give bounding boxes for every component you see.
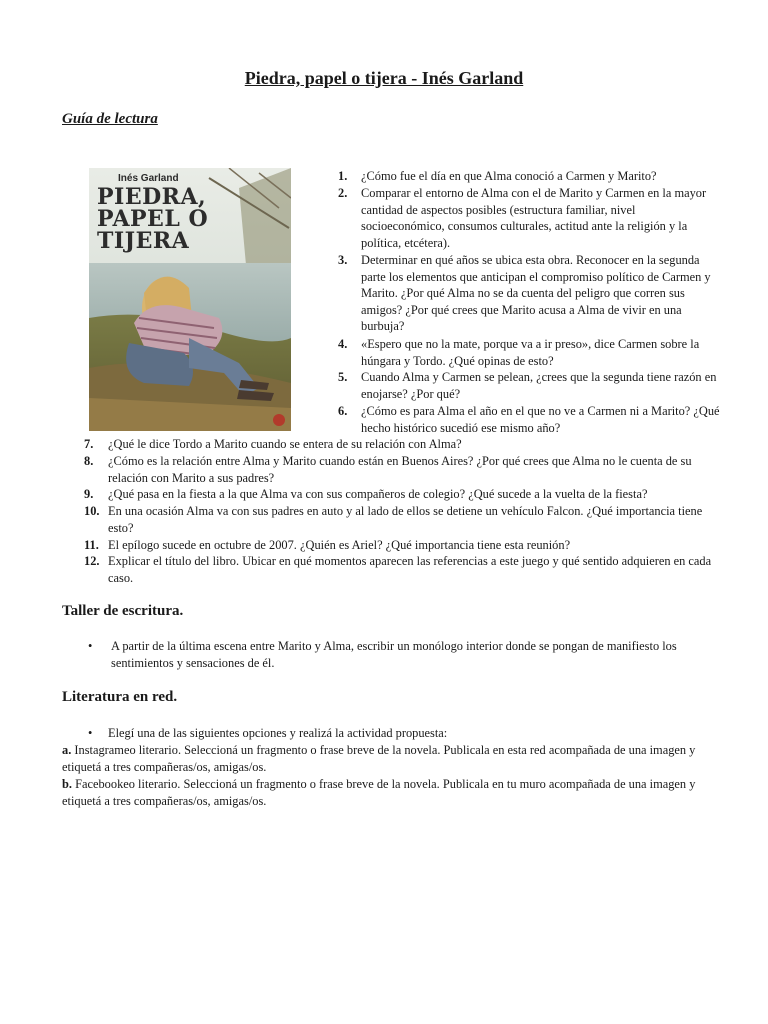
question-text: Comparar el entorno de Alma con el de Marito y Carmen en la mayor cantidad de aspectos posibles (estructura familiar, nivel socioeconómico, consumos culturales, actitud ante la religión y la política, etcétera). [361, 186, 707, 250]
question-number: 12. [84, 554, 100, 568]
book-cover-image [89, 168, 291, 431]
question-text: ¿Cómo fue el día en que Alma conoció a Carmen y Marito? [361, 169, 657, 183]
question-item [338, 403, 722, 436]
question-text: El epílogo sucede en octubre de 2007. ¿Quién es Ariel? ¿Qué importancia tiene esta reunión? [108, 538, 571, 552]
option-b-label: b. [62, 777, 72, 791]
question-text: «Espero que no la mate, porque va a ir preso», dice Carmen sobre la húngara y Tordo. ¿Qué opinas de esto? [361, 337, 700, 368]
cover-title-line: TIJERA [97, 228, 190, 254]
question-text: Explicar el título del libro. Ubicar en qué momentos aparecen las referencias a este juego y qué sentido adquieren en cada caso. [108, 554, 712, 585]
question-number: 9. [84, 487, 94, 501]
section-subtitle: Guía de lectura [62, 111, 158, 127]
cover-title-line: PAPEL O [97, 206, 209, 232]
taller-bullet-item [88, 638, 724, 671]
option-a-label: a. [62, 743, 72, 757]
question-number: 7. [84, 437, 94, 451]
literatura-option-b [62, 776, 722, 809]
literatura-intro: Elegí una de las siguientes opciones y realizá la actividad propuesta: [108, 726, 448, 740]
bullet-icon: • [88, 639, 93, 653]
question-number: 10. [84, 504, 100, 518]
option-b-text: Facebookeo literario. Seleccioná un fragmento o frase breve de la novela. Publicala en tu muro acompañada de una imagen y etiquetá a tres compañeras/os, amigas/os. [62, 777, 696, 808]
taller-text: A partir de la última escena entre Marito y Alma, escribir un monólogo interior donde se pongan de manifiesto los sentimientos y sensaciones de él. [111, 639, 677, 670]
question-text: ¿Cómo es para Alma el año en el que no ve a Carmen ni a Marito? ¿Qué hecho histórico sucedió ese mismo año? [361, 404, 720, 435]
cover-title-line: PIEDRA, [97, 184, 207, 210]
cover-title [97, 186, 257, 252]
cover-author: Inés Garland [118, 173, 179, 184]
literatura-heading: Literatura en red. [62, 689, 178, 705]
question-number: 1. [338, 169, 348, 183]
question-number: 6. [338, 404, 348, 418]
question-item [338, 252, 722, 335]
question-text: ¿Cómo es la relación entre Alma y Marito cuando están en Buenos Aires? ¿Por qué crees que Alma no le cuenta de su relación con Marito a sus padres? [108, 454, 692, 485]
question-number: 2. [338, 186, 348, 200]
question-number: 11. [84, 538, 99, 552]
question-item [84, 537, 724, 554]
question-item [84, 553, 724, 586]
question-item [84, 453, 724, 486]
question-text: Cuando Alma y Carmen se pelean, ¿crees que la segunda tiene razón en enojarse? ¿Por qué? [361, 370, 717, 401]
taller-heading: Taller de escritura. [62, 603, 184, 619]
question-item [338, 185, 722, 251]
option-a-text: Instagrameo literario. Seleccioná un fragmento o frase breve de la novela. Publicala en esta red acompañada de una imagen y etiquetá a tres compañeras/os, amigas/os. [62, 743, 696, 774]
question-item [84, 486, 724, 503]
literatura-bullet-item [88, 725, 724, 742]
question-item [338, 369, 722, 402]
question-item [338, 336, 722, 369]
question-item [338, 168, 722, 185]
question-text: ¿Qué le dice Tordo a Marito cuando se entera de su relación con Alma? [108, 437, 462, 451]
question-text: En una ocasión Alma va con sus padres en auto y al lado de ellos se detiene un vehículo Falcon. ¿Qué importancia tiene esto? [108, 504, 703, 535]
question-number: 5. [338, 370, 348, 384]
document-title: Piedra, papel o tijera - Inés Garland [244, 68, 524, 88]
question-number: 3. [338, 253, 348, 267]
question-text: Determinar en qué años se ubica esta obra. Reconocer en la segunda parte los elementos que anticipan el compromiso político de Carmen y Marito. ¿Por qué Alma no se da cuenta del peligro que corren sus amigos? ¿Por qué crees que Marito acusa a Alma de vivir en una burbuja? [361, 253, 711, 334]
bullet-icon: • [88, 726, 93, 740]
question-item [84, 503, 724, 536]
question-number: 4. [338, 337, 348, 351]
question-item [84, 436, 724, 453]
literatura-option-a [62, 742, 722, 775]
question-number: 8. [84, 454, 94, 468]
question-text: ¿Qué pasa en la fiesta a la que Alma va con sus compañeros de colegio? ¿Qué sucede a la vuelta de la fiesta? [108, 487, 648, 501]
